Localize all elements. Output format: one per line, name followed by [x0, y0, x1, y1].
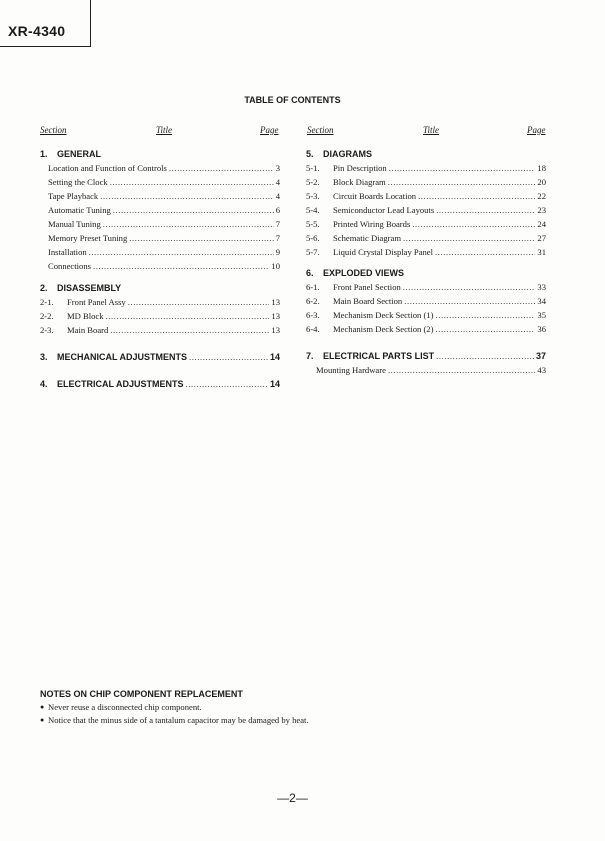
toc-entry: 6-1. Front Panel Section ..... 33: [306, 280, 546, 294]
toc-section-heading: 2. DISASSEMBLY: [40, 283, 122, 293]
right-col-header-title: Title: [423, 125, 440, 135]
toc-section-heading: 1. GENERAL: [40, 149, 102, 159]
left-col-header-title: Title: [156, 125, 173, 135]
toc-entry: 5-1. Pin Description ..... 18: [306, 161, 546, 175]
toc-left-column: [40, 148, 280, 391]
left-col-header-section: Section: [40, 125, 67, 135]
toc-section-heading: 6. EXPLODED VIEWS: [306, 268, 405, 278]
toc-entry: 5-4. Semiconductor Lead Layouts ..... 23: [306, 203, 546, 217]
toc-entry: Mounting Hardware ..... 43: [306, 363, 546, 377]
toc-entry: Installation ..... 9: [40, 245, 280, 259]
toc-entry: 5-5. Printed Wiring Boards ..... 24: [306, 217, 546, 231]
toc-section-heading: 5. DIAGRAMS: [306, 149, 372, 159]
toc-right-column: [306, 148, 546, 377]
toc-entry: 5-3. Circuit Boards Location ..... 22: [306, 189, 546, 203]
note-item: ● Notice that the minus side of a tantalum capacitor may be damaged by heat.: [40, 714, 309, 725]
right-col-header-page: Page: [527, 125, 546, 135]
bullet-icon: ●: [40, 703, 45, 711]
model-number: XR-4340: [8, 23, 66, 39]
toc-entry: Manual Tuning ..... 7: [40, 217, 280, 231]
notes-title: NOTES ON CHIP COMPONENT REPLACEMENT: [40, 689, 243, 699]
toc-entry: Setting the Clock ..... 4: [40, 175, 280, 189]
toc-entry: 6-4. Mechanism Deck Section (2) ..... 36: [306, 322, 546, 336]
model-header-box: [0, 0, 91, 47]
toc-entry: 2-1. Front Panel Assy ..... 13: [40, 295, 280, 309]
left-col-header-page: Page: [260, 125, 279, 135]
toc-entry: 6-2. Main Board Section ..... 34: [306, 294, 546, 308]
toc-title: TABLE OF CONTENTS: [244, 95, 341, 105]
toc-section-heading: 3. MECHANICAL ADJUSTMENTS ..... 14: [40, 351, 280, 364]
toc-section-heading: 7. ELECTRICAL PARTS LIST ..... 37: [306, 350, 546, 363]
toc-entry: 6-3. Mechanism Deck Section (1) ..... 35: [306, 308, 546, 322]
chip-replacement-notes: [40, 689, 310, 726]
toc-entry: 5-6. Schematic Diagram ..... 27: [306, 231, 546, 245]
toc-section-heading: 4. ELECTRICAL ADJUSTMENTS ..... 14: [40, 378, 280, 391]
toc-entry: 2-3. Main Board ..... 13: [40, 323, 280, 337]
toc-entry: 5-2. Block Diagram ..... 20: [306, 175, 546, 189]
toc-entry: 2-2. MD Block ..... 13: [40, 309, 280, 323]
note-item: ● Never reuse a disconnected chip component.: [40, 702, 202, 712]
toc-entry: 5-7. Liquid Crystal Display Panel ..... 31: [306, 245, 546, 259]
toc-entry: Memory Preset Tuning ..... 7: [40, 231, 280, 245]
toc-entry: Automatic Tuning ..... 6: [40, 203, 280, 217]
toc-entry: Tape Playback ..... 4: [40, 189, 280, 203]
toc-entry: Location and Function of Controls ..... 3: [40, 161, 280, 175]
right-col-header-section: Section: [307, 125, 334, 135]
page-number: —2—: [277, 791, 308, 805]
toc-entry: Connections ..... 10: [40, 259, 280, 273]
bullet-icon: ●: [40, 715, 45, 724]
